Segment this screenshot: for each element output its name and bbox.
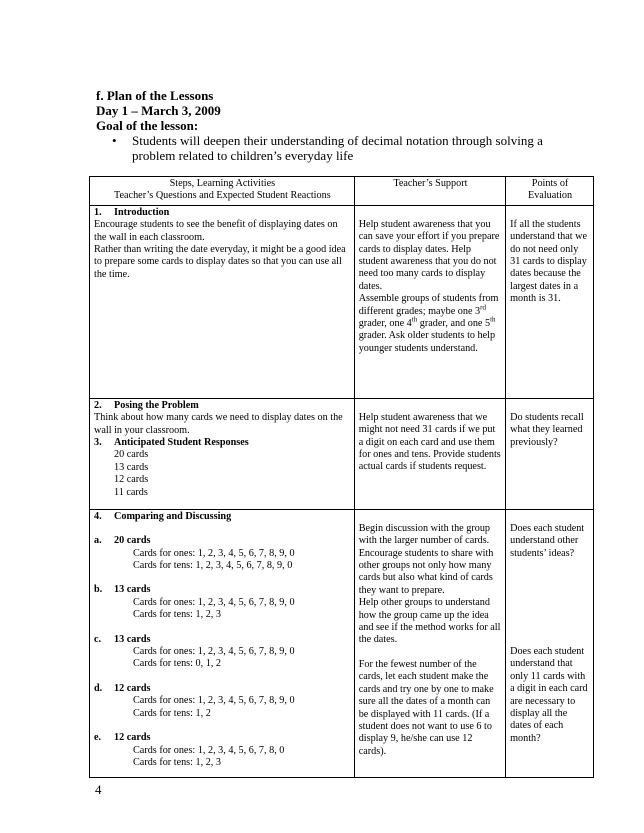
posing-steps <box>90 398 355 509</box>
posing-evaluation <box>506 398 594 509</box>
day-title: Day 1 – March 3, 2009 <box>96 103 221 118</box>
comparing-eval-text-b: Does each student understand that only 11 cards with a digit in each card are necessary to display all the dates of each month? <box>510 646 588 744</box>
support-b-sup3: th <box>490 315 496 324</box>
option-ones: Cards for ones: 1, 2, 3, 4, 5, 6, 7, 8, 9, 0 <box>133 646 295 658</box>
option-tens: Cards for tens: 1, 2, 3 <box>133 609 221 621</box>
option-title-text: 13 cards <box>114 633 151 645</box>
option-title <box>94 683 351 695</box>
posing-num: 2. <box>94 399 102 411</box>
comparing-support-text-a: Begin discussion with the group with the larger number of cards. Encourage students to share with other groups not only how many cards but also what kind of cards they want to prepare. <box>358 522 494 596</box>
section-title: f. Plan of the Lessons <box>96 88 214 103</box>
lesson-header <box>96 88 556 133</box>
option-ones: Cards for ones: 1, 2, 3, 4, 5, 6, 7, 8, 9, 0 <box>133 596 295 608</box>
intro-support <box>354 205 505 398</box>
option-tens: Cards for tens: 1, 2, 3, 4, 5, 6, 7, 8, 9, 0 <box>133 560 293 572</box>
intro-support-text-b <box>359 293 502 355</box>
responses-num: 3. <box>94 437 102 449</box>
posing-support <box>354 398 505 509</box>
option-title <box>94 584 351 596</box>
intro-support-text-a: Help student awareness that you can save your effort if you prepare cards to display dates. Help student awareness that you do not need too many cards to display dates. <box>358 218 500 292</box>
comparing-num: 4. <box>94 510 102 522</box>
comparing-support <box>354 509 505 777</box>
comparing-evaluation <box>506 509 594 777</box>
response-item: 11 cards <box>114 486 148 498</box>
table-row-comparing <box>90 509 594 777</box>
response-item: 13 cards <box>114 461 149 473</box>
support-b-part4: grader. Ask older students to help younger students understand. <box>358 330 496 354</box>
header-steps-line1: Steps, Learning Activities <box>169 178 276 189</box>
posing-title <box>94 400 351 412</box>
option-title-text: 12 cards <box>114 732 151 744</box>
option-ones: Cards for ones: 1, 2, 3, 4, 5, 6, 7, 8, 9, 0 <box>133 695 295 707</box>
option-letter: b. <box>94 584 103 596</box>
option-letter: a. <box>94 535 102 547</box>
intro-paragraph-2: Rather than writing the date everyday, it might be a good idea to prepare some cards to display dates so that you can use all the time. <box>94 244 346 280</box>
lesson-plan-table <box>89 176 594 778</box>
goal-label: Goal of the lesson: <box>96 118 199 133</box>
intro-eval-text: If all the students understand that we do not need only 31 cards to display dates because the largest dates in a month is 31. <box>510 218 588 305</box>
option-title <box>94 634 351 646</box>
option-tens: Cards for tens: 1, 2 <box>133 707 211 719</box>
support-b-part2: grader, one 4 <box>358 318 412 330</box>
intro-steps <box>90 205 355 398</box>
support-b-sup1: rd <box>480 303 486 312</box>
posing-eval-text: Do students recall what they learned previously? <box>510 411 584 448</box>
table-header-row <box>90 177 594 206</box>
option-letter: c. <box>94 633 102 645</box>
table-row-posing <box>90 398 594 509</box>
support-b-sup2: th <box>411 315 418 324</box>
support-b-part1: Assemble groups of students from different grades; maybe one 3 <box>358 293 499 317</box>
comparing-support-text-c: For the fewest number of the cards, let each student make the cards and try one by one to make sure all the dates of a month can be displayed with 11 cards. (If a student does not want to use 6 to display 9, he/she can use 12 cards). <box>358 658 494 757</box>
option-ones: Cards for ones: 1, 2, 3, 4, 5, 6, 7, 8, 0 <box>133 744 285 756</box>
intro-evaluation <box>506 205 594 398</box>
bullet-icon: • <box>112 133 117 148</box>
posing-paragraph: Think about how many cards we need to display dates on the wall in your classroom. <box>94 412 343 436</box>
option-title <box>94 732 351 744</box>
intro-title <box>94 207 351 219</box>
comparing-title <box>94 511 351 523</box>
table-row-introduction <box>90 205 594 398</box>
header-evaluation <box>506 177 594 206</box>
header-steps <box>90 177 355 206</box>
option-tens: Cards for tens: 0, 1, 2 <box>133 658 221 670</box>
comparing-steps <box>90 509 355 777</box>
comparing-eval-text-a: Does each student understand other students’ ideas? <box>510 522 585 559</box>
posing-title-text: Posing the Problem <box>114 399 199 411</box>
option-title-text: 12 cards <box>114 682 151 694</box>
support-b-part3: grader, and one 5 <box>417 318 491 330</box>
option-letter: e. <box>94 732 102 744</box>
responses-title-text: Anticipated Student Responses <box>114 437 249 449</box>
comparing-title-text: Comparing and Discussing <box>114 510 232 522</box>
header-support: Teacher’s Support <box>354 177 505 206</box>
intro-num: 1. <box>94 206 102 218</box>
option-tens: Cards for tens: 1, 2, 3 <box>133 756 221 768</box>
option-ones: Cards for ones: 1, 2, 3, 4, 5, 6, 7, 8, 9, 0 <box>133 547 295 559</box>
option-title <box>94 535 351 547</box>
option-letter: d. <box>94 682 103 694</box>
posing-support-text: Help student awareness that we might not need 31 cards if we put a digit on each card and use them for ones and tens. Provide students actual cards if students request. <box>358 411 501 473</box>
responses-title <box>94 437 351 449</box>
header-eval-line2: Evaluation <box>527 190 573 202</box>
response-item: 20 cards <box>114 449 149 461</box>
option-title-text: 13 cards <box>114 584 151 596</box>
intro-paragraph-1: Encourage students to see the benefit of displaying dates on the wall in each classroom. <box>94 219 338 243</box>
response-item: 12 cards <box>114 474 149 486</box>
goal-text: Students will deepen their understanding of decimal notation through solving a problem related to children’s everyday life <box>132 133 543 163</box>
page-number: 4 <box>95 782 102 797</box>
header-steps-line2: Teacher’s Questions and Expected Student Reactions <box>114 190 331 202</box>
intro-title-text: Introduction <box>114 206 170 218</box>
header-eval-line1: Points of <box>531 178 569 189</box>
comparing-support-text-b: Help other groups to understand how the group came up the idea and see if the method works for all the dates. <box>358 597 501 646</box>
option-title-text: 20 cards <box>114 535 151 547</box>
